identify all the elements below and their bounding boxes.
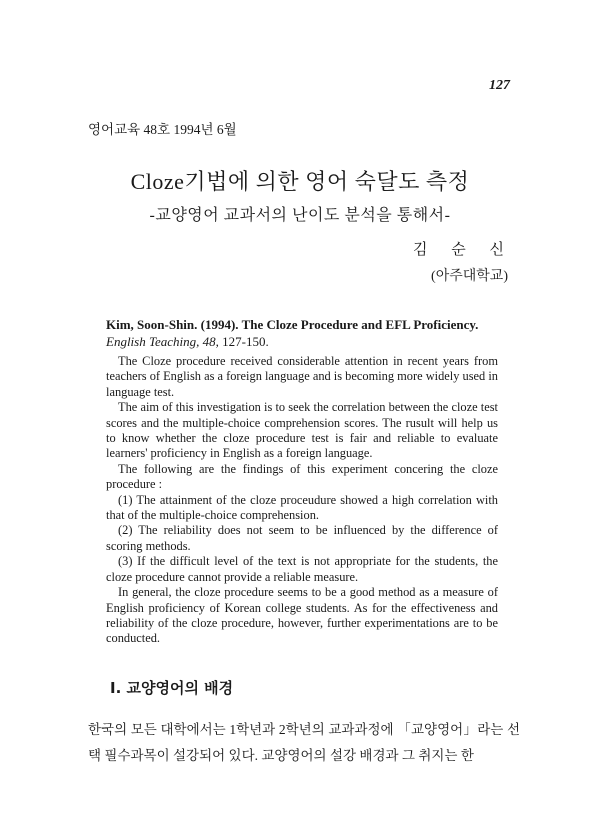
section-heading: I. 교양영어의 배경 [110, 679, 234, 697]
body-text [88, 717, 520, 769]
abstract [106, 354, 498, 647]
title-block [0, 165, 600, 225]
abstract-paragraph: The Cloze procedure received considerable attention in recent years from teachers of English as a foreign language and is becoming more widely used in language test. [106, 354, 498, 399]
abstract-finding: (2) The reliability does not seem to be influenced by the difference of scoring methods. [106, 523, 498, 553]
citation-line: Kim, Soon-Shin. (1994). The Cloze Procedure and EFL Proficiency. [106, 317, 479, 332]
author-name: 김 순 신 [413, 242, 514, 258]
abstract-finding: (1) The attainment of the cloze proceudure showed a high correlation with that of the multiple-choice comprehension. [106, 492, 498, 523]
citation-pages: 127-150. [218, 334, 269, 349]
abstract-finding: (3) If the difficult level of the text is not appropriate for the students, the cloze procedure cannot provide a reliable measure. [106, 554, 498, 584]
paper-title: Cloze기법에 의한 영어 숙달도 측정 [130, 169, 470, 194]
citation [106, 316, 502, 350]
abstract-paragraph: The following are the findings of this experiment concering the cloze procedure : [106, 461, 498, 492]
abstract-paragraph: The aim of this investigation is to seek the correlation between the cloze test scores and the multiple-choice comprehension scores. The rusult will help us to know whether the cloze procedure test is fair and reliable to evaluate learners' proficiency in English as a foreign language. [106, 400, 498, 461]
citation-journal-line [106, 333, 502, 350]
author-block [413, 238, 514, 285]
citation-journal: English Teaching, 48, [106, 334, 219, 349]
abstract-paragraph: In general, the cloze procedure seems to be a good method as a measure of English proficiency of Korean college students. As for the effectiveness and reliability of the cloze procedure, however, further experimentations are to be conducted. [106, 585, 498, 646]
author-affiliation: (아주대학교) [431, 269, 508, 284]
body-paragraph: 한국의 모든 대학에서는 1학년과 2학년의 교과과정에 「교양영어」라는 선택 필수과목이 설강되어 있다. 교양영어의 설강 배경과 그 취지는 한 [88, 722, 520, 763]
page-number: 127 [489, 78, 510, 93]
paper-subtitle: -교양영어 교과서의 난이도 분석을 통해서- [149, 207, 451, 224]
journal-info: 영어교육 48호 1994년 6월 [88, 122, 237, 137]
